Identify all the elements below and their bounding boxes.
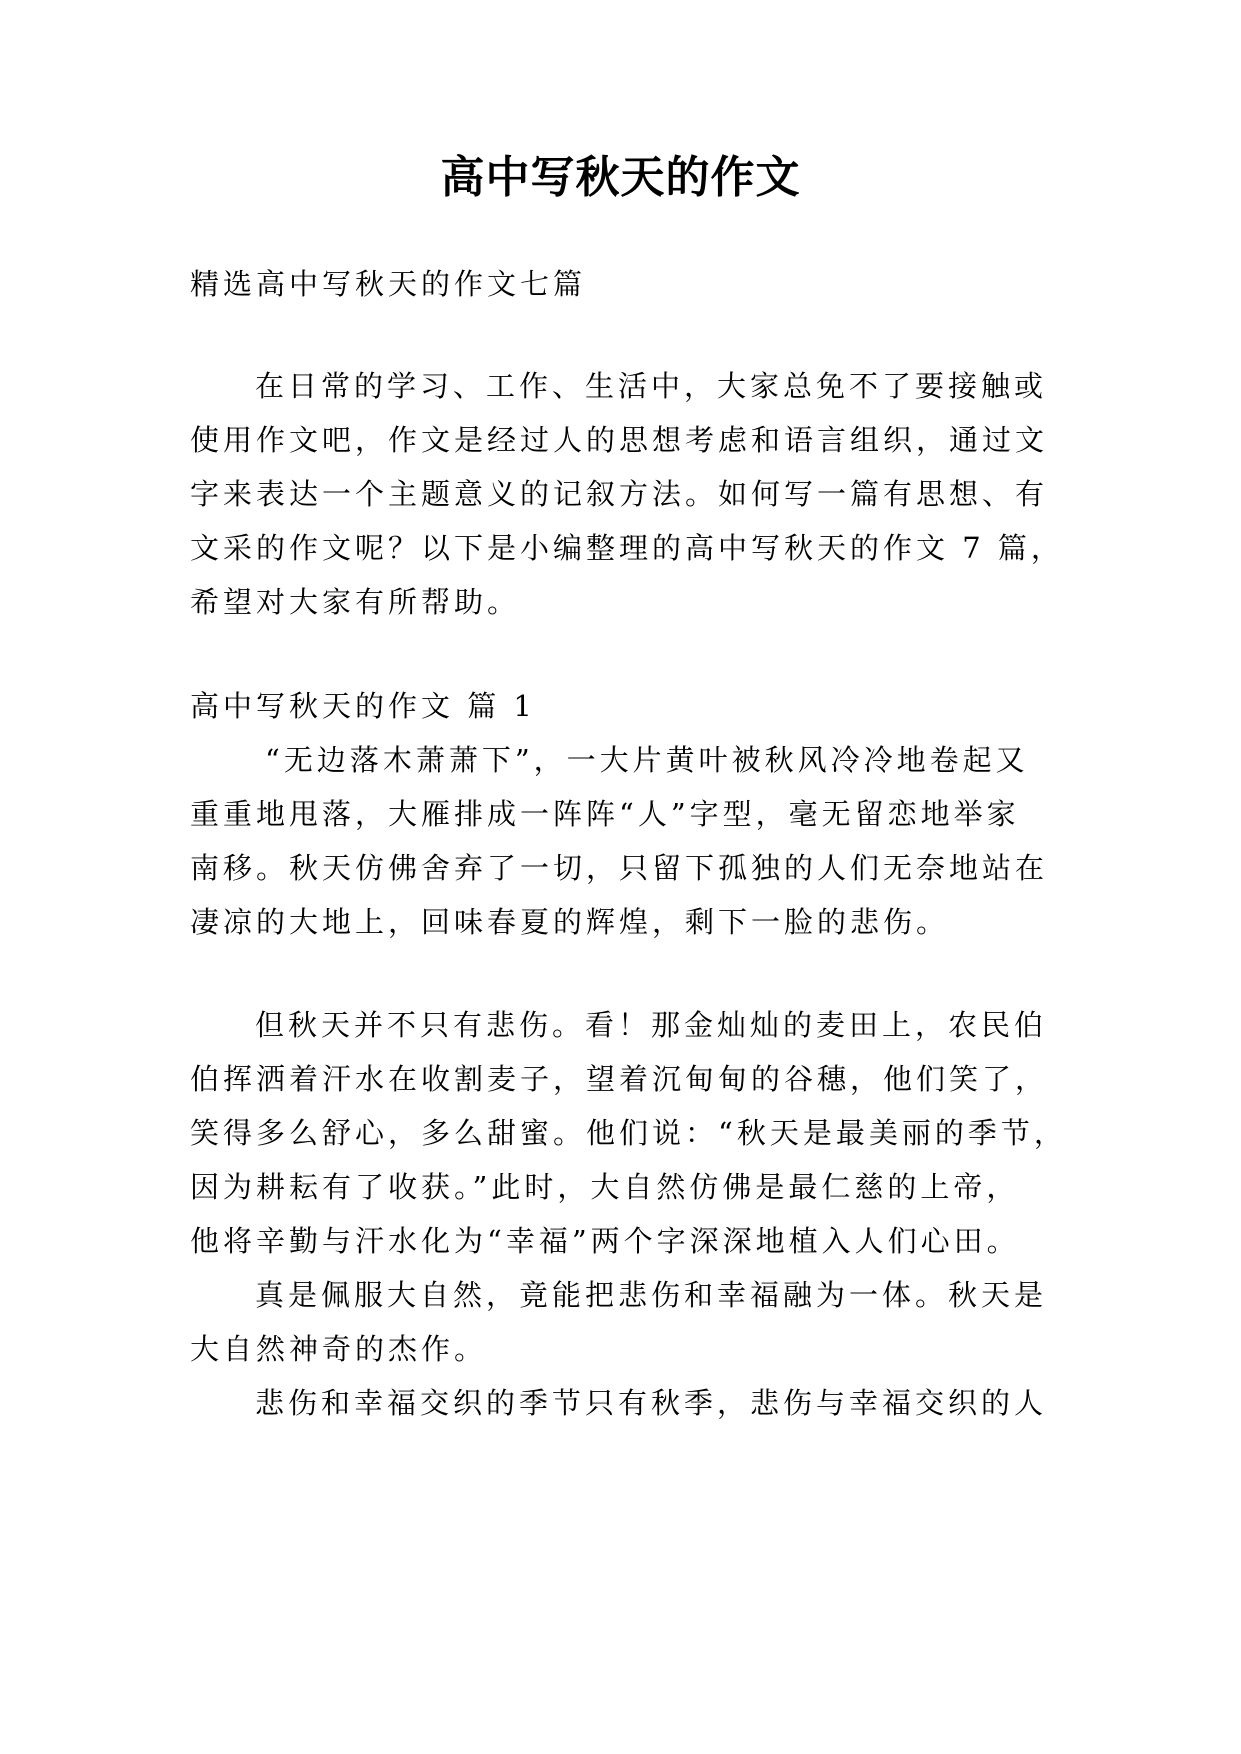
paragraph-line: “无边落木萧萧下”，一大片黄叶被秋风冷冷地卷起又	[265, 743, 1029, 777]
paragraph-line: 南移。秋天仿佛舍弃了一切，只留下孤独的人们无奈地站在	[190, 851, 1049, 885]
paragraph-line: 但秋天并不只有悲伤。看！那金灿灿的麦田上，农民伯	[255, 1008, 1048, 1042]
document-subtitle: 精选高中写秋天的作文七篇	[190, 267, 587, 301]
paragraph-line: 悲伤和幸福交织的季节只有秋季，悲伤与幸福交织的人	[255, 1386, 1048, 1420]
intro-line: 希望对大家有所帮助。	[190, 585, 521, 619]
paragraph-line: 伯挥洒着汗水在收割麦子，望着沉甸甸的谷穗，他们笑了，	[190, 1062, 1049, 1096]
paragraph-line: 凄凉的大地上，回味春夏的辉煌，剩下一脸的悲伤。	[190, 905, 950, 939]
paragraph-line: 重重地甩落，大雁排成一阵阵“人”字型，毫无留恋地举家	[190, 797, 1020, 831]
section-heading: 高中写秋天的作文 篇 1	[190, 689, 536, 723]
paragraph-line: 真是佩服大自然，竟能把悲伤和幸福融为一体。秋天是	[255, 1278, 1048, 1312]
paragraph-line: 因为耕耘有了收获。”此时，大自然仿佛是最仁慈的上帝，	[190, 1170, 1020, 1204]
paragraph-line: 他将辛勤与汗水化为“幸福”两个字深深地植入人们心田。	[190, 1224, 1020, 1258]
paragraph-line: 笑得多么舒心，多么甜蜜。他们说：“秋天是最美丽的季节，	[190, 1116, 1067, 1150]
intro-line: 文采的作文呢？以下是小编整理的高中写秋天的作文 7 篇，	[190, 531, 1064, 565]
document-title: 高中写秋天的作文	[440, 152, 801, 203]
intro-line: 使用作文吧，作文是经过人的思想考虑和语言组织，通过文	[190, 423, 1049, 457]
intro-line: 字来表达一个主题意义的记叙方法。如何写一篇有思想、有	[190, 477, 1049, 511]
intro-line: 在日常的学习、工作、生活中，大家总免不了要接触或	[255, 369, 1048, 403]
paragraph-line: 大自然神奇的杰作。	[190, 1332, 488, 1366]
